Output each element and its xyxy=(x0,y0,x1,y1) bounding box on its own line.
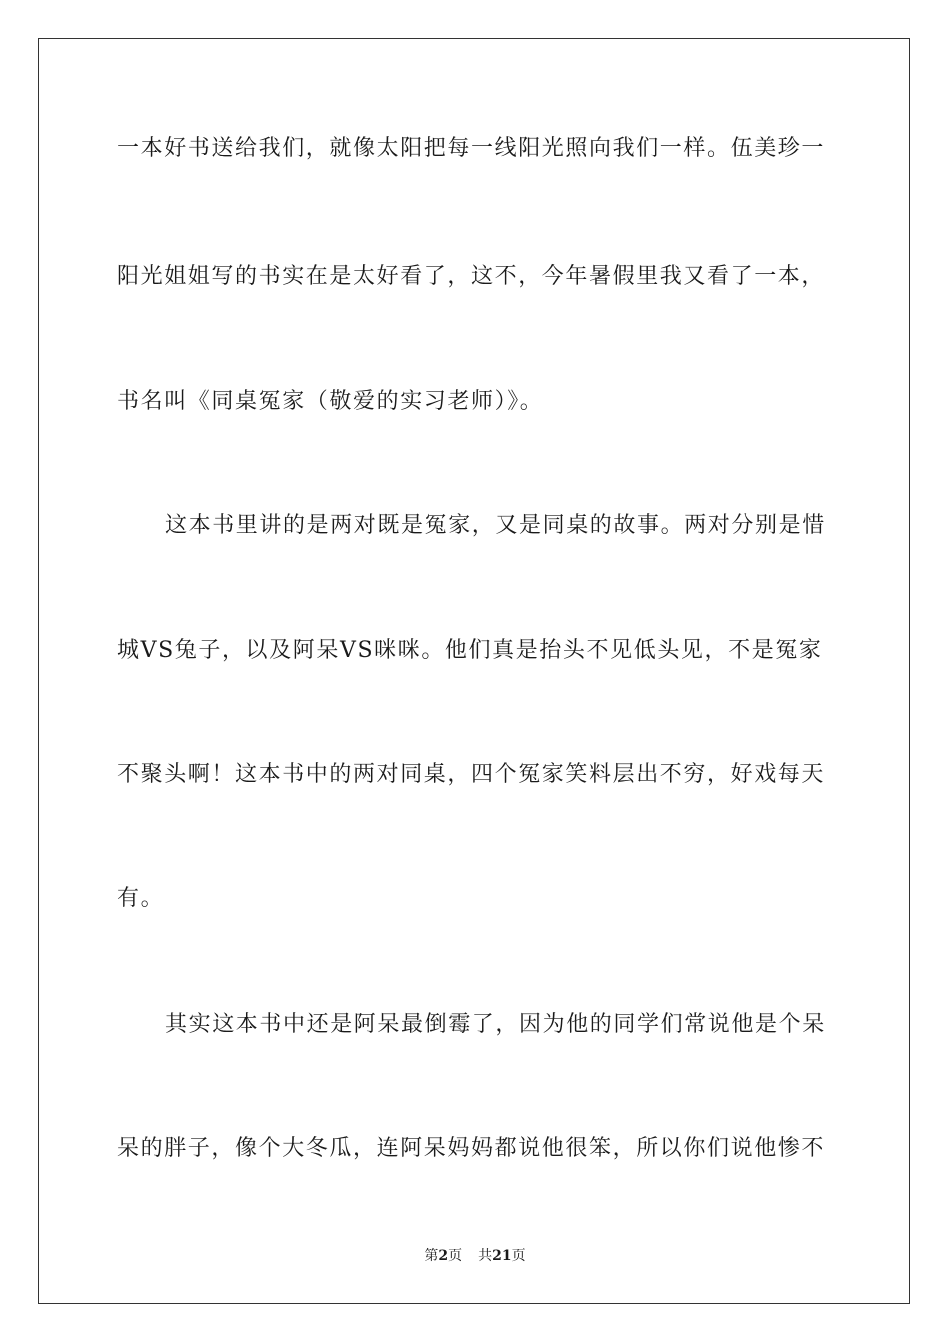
text-line-5: 城VS兔子，以及阿呆VS咪咪。他们真是抬头不见低头见，不是冤家 xyxy=(117,638,823,663)
text-line-6: 不聚头啊！这本书中的两对同桌，四个冤家笑料层出不穷，好戏每天 xyxy=(117,762,826,787)
total-pages: 21 xyxy=(492,1248,512,1264)
page-suffix: 页 xyxy=(448,1248,463,1264)
page-number: 2 xyxy=(438,1248,449,1264)
total-suffix: 页 xyxy=(511,1248,526,1264)
page-prefix: 第 xyxy=(424,1248,439,1264)
page-frame xyxy=(38,38,910,1304)
text-line-7: 有。 xyxy=(117,886,165,911)
text-line-2: 阳光姐姐写的书实在是太好看了，这不，今年暑假里我又看了一本， xyxy=(117,264,826,289)
text-line-1: 一本好书送给我们，就像太阳把每一线阳光照向我们一样。伍美珍一 xyxy=(117,136,826,161)
text-line-4: 这本书里讲的是两对既是冤家，又是同桌的故事。两对分别是惜 xyxy=(165,513,826,538)
text-line-8: 其实这本书中还是阿呆最倒霉了，因为他的同学们常说他是个呆 xyxy=(165,1012,826,1037)
page-footer xyxy=(0,1246,950,1266)
text-line-3: 书名叫《同桌冤家（敬爱的实习老师）》。 xyxy=(117,389,544,414)
total-prefix: 共 xyxy=(478,1248,493,1264)
text-line-9: 呆的胖子，像个大冬瓜，连阿呆妈妈都说他很笨，所以你们说他惨不 xyxy=(117,1136,826,1161)
